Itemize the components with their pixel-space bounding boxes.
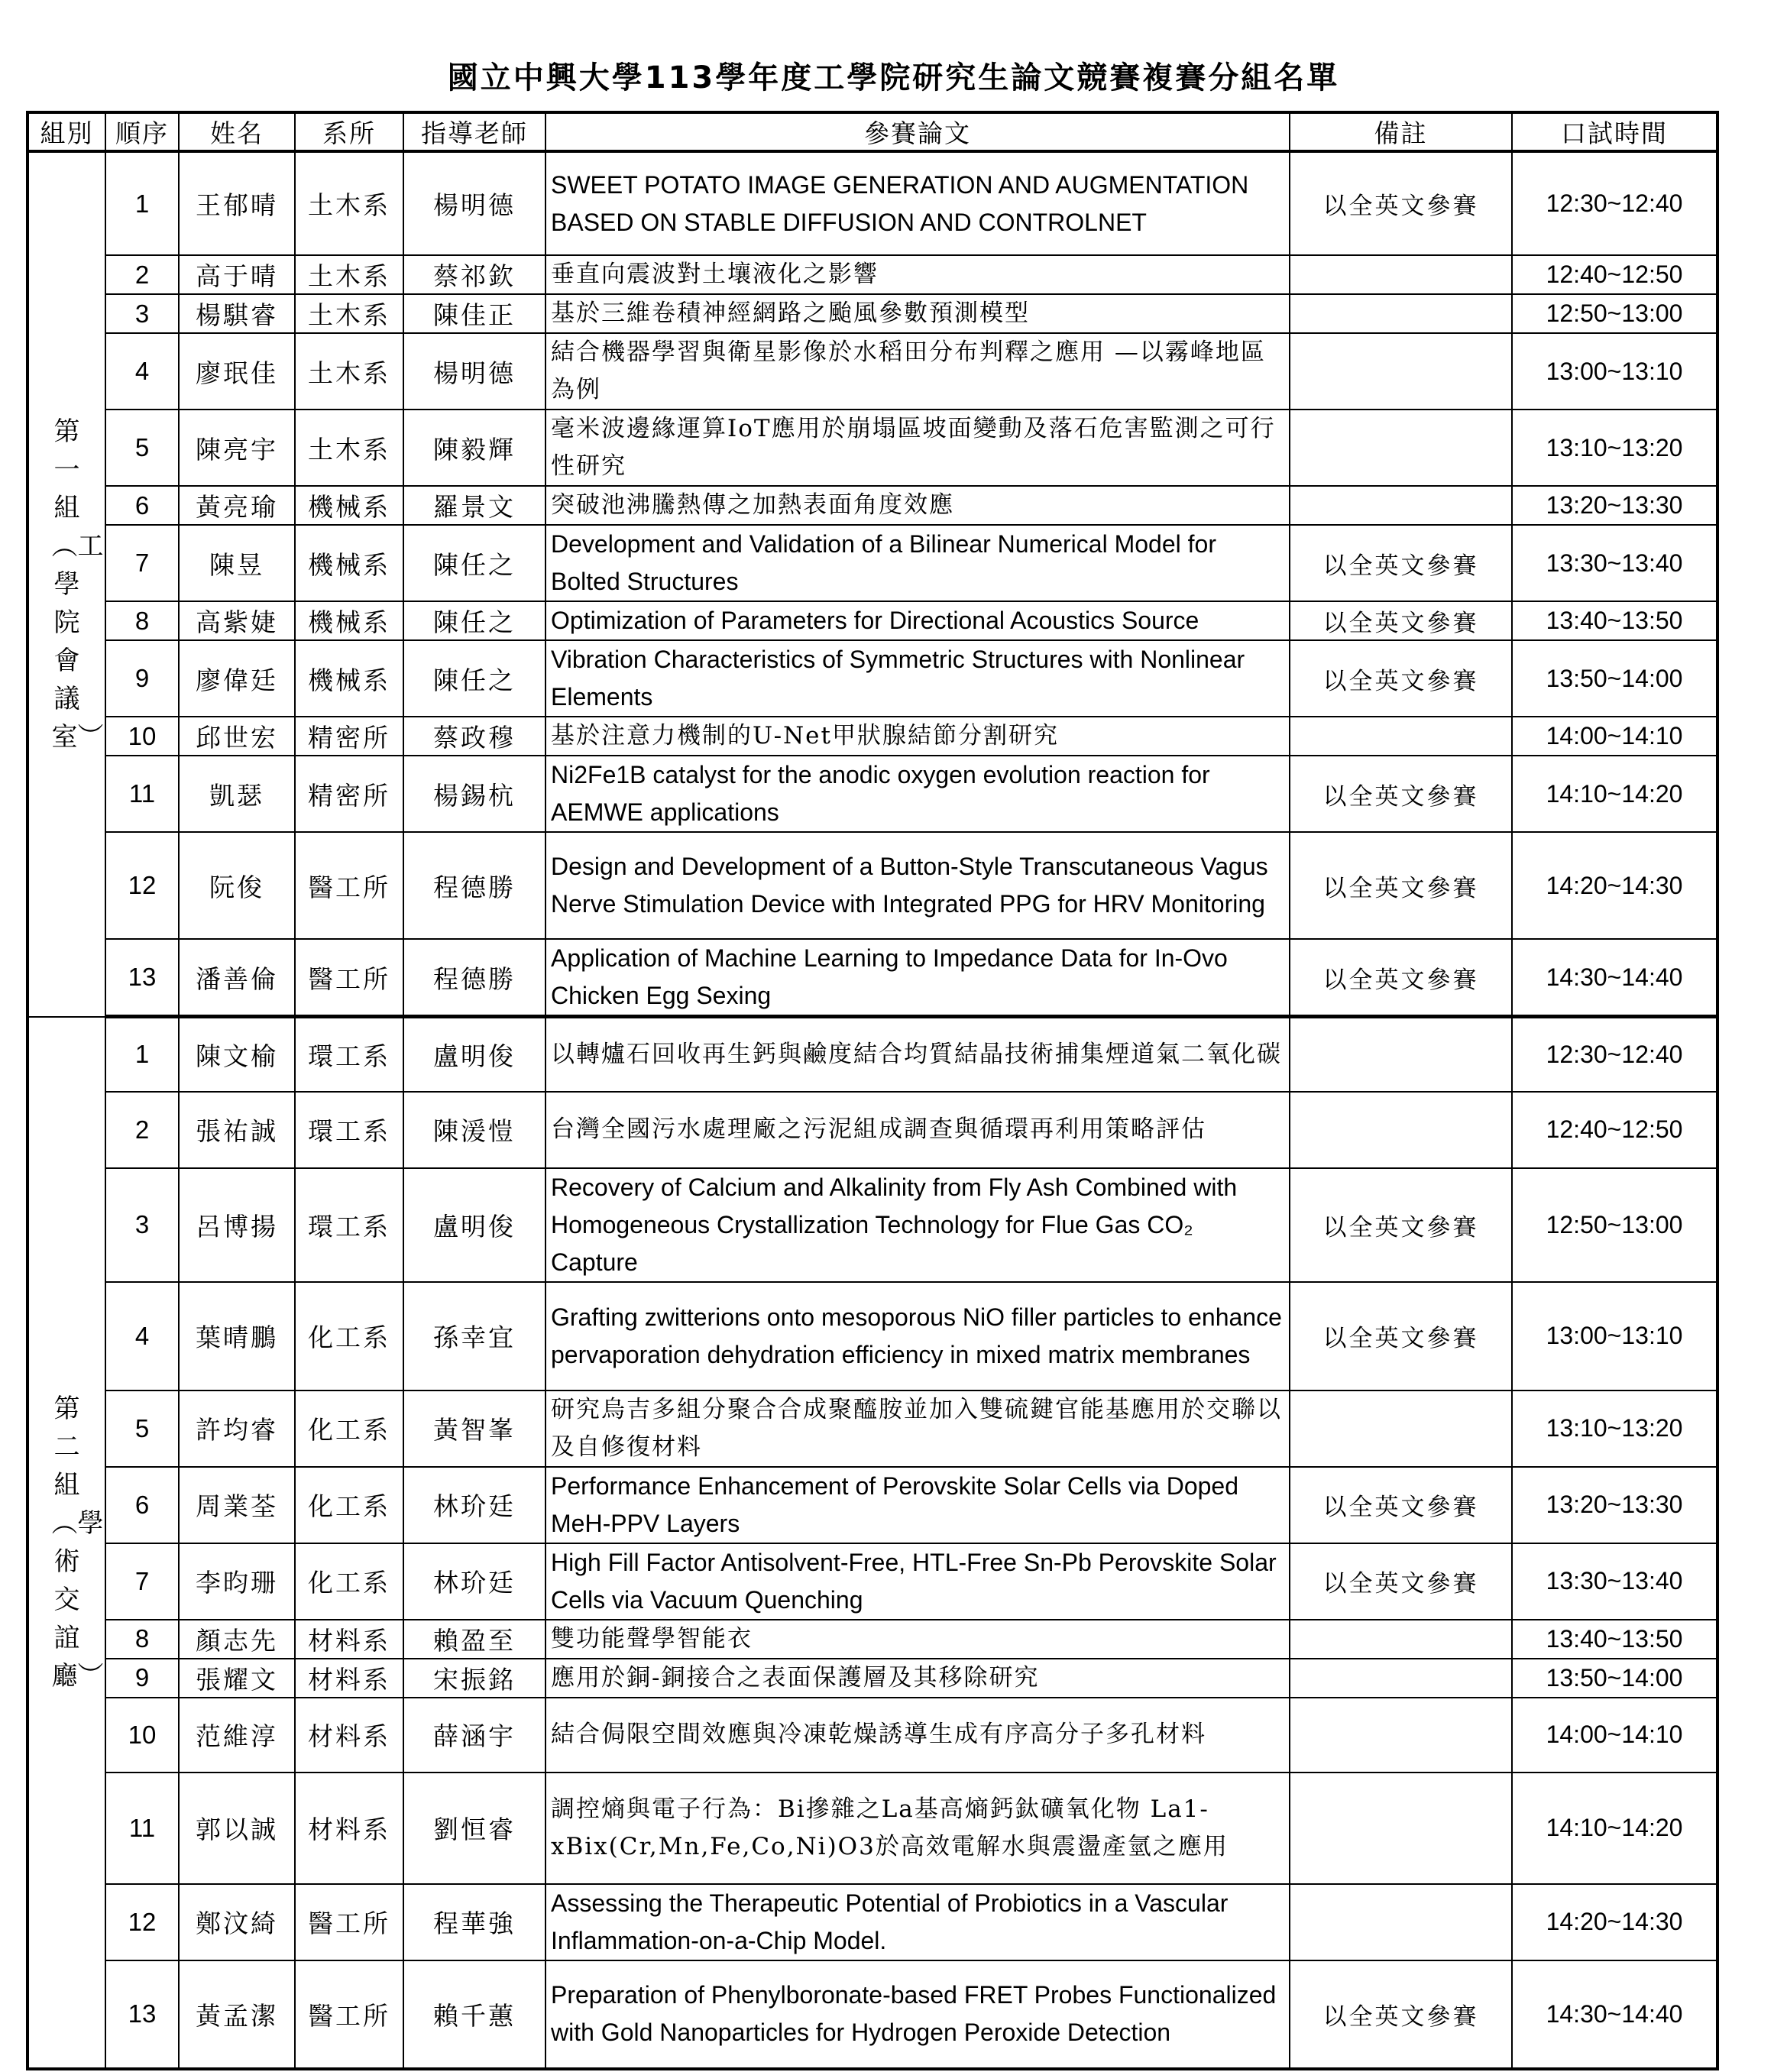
exam-time-cell: 14:20~14:30: [1512, 1884, 1717, 1960]
table-row: [28, 717, 1717, 756]
order-cell: 4: [105, 333, 179, 410]
thesis-title-cell: 結合機器學習與衛星影像於水稻田分布判釋之應用 —以霧峰地區為例: [545, 333, 1290, 410]
header-note: 備註: [1290, 112, 1512, 151]
note-cell: 以全英文參賽: [1290, 525, 1512, 601]
exam-time-cell: 13:20~13:30: [1512, 486, 1717, 525]
department-cell: 化工系: [295, 1467, 403, 1543]
advisor-cell: 陳毅輝: [403, 410, 545, 486]
table-row: [28, 525, 1717, 601]
department-cell: 機械系: [295, 640, 403, 717]
order-cell: 12: [105, 832, 179, 939]
student-name-cell: 范維淳: [179, 1698, 295, 1773]
student-name-cell: 黃孟潔: [179, 1960, 295, 2069]
order-cell: 6: [105, 486, 179, 525]
order-cell: 2: [105, 1092, 179, 1168]
order-cell: 7: [105, 1543, 179, 1620]
department-cell: 環工系: [295, 1092, 403, 1168]
department-cell: 材料系: [295, 1773, 403, 1884]
header-row: [28, 112, 1717, 151]
group-2-body: [28, 1017, 1717, 2069]
exam-time-cell: 12:40~12:50: [1512, 1092, 1717, 1168]
note-cell: [1290, 255, 1512, 294]
exam-time-cell: 13:00~13:10: [1512, 1282, 1717, 1391]
note-cell: 以全英文參賽: [1290, 756, 1512, 832]
student-name-cell: 黃亮瑜: [179, 486, 295, 525]
table-row: [28, 756, 1717, 832]
department-cell: 土木系: [295, 294, 403, 333]
thesis-title-cell: 研究烏吉多組分聚合合成聚醯胺並加入雙硫鍵官能基應用於交聯以及自修復材料: [545, 1391, 1290, 1467]
exam-time-cell: 13:10~13:20: [1512, 410, 1717, 486]
note-cell: [1290, 1698, 1512, 1773]
order-cell: 2: [105, 255, 179, 294]
department-cell: 化工系: [295, 1391, 403, 1467]
thesis-title-cell: 調控熵與電子行為：Bi摻雜之La基高熵鈣鈦礦氧化物 La1-xBix(Cr,Mn,Fe,Co,Ni)O3於高效電解水與震盪產氫之應用: [545, 1773, 1290, 1884]
header-dept: 系所: [295, 112, 403, 151]
order-cell: 13: [105, 1960, 179, 2069]
advisor-cell: 賴盈至: [403, 1620, 545, 1659]
student-name-cell: 凱瑟: [179, 756, 295, 832]
order-cell: 6: [105, 1467, 179, 1543]
table-row: [28, 1698, 1717, 1773]
order-cell: 1: [105, 1017, 179, 1092]
group-label-cell: [28, 151, 105, 1017]
department-cell: 材料系: [295, 1659, 403, 1698]
note-cell: 以全英文參賽: [1290, 939, 1512, 1017]
order-cell: 13: [105, 939, 179, 1017]
note-cell: [1290, 333, 1512, 410]
exam-time-cell: 12:30~12:40: [1512, 151, 1717, 255]
advisor-cell: 陳湲愷: [403, 1092, 545, 1168]
note-cell: [1290, 294, 1512, 333]
exam-time-cell: 13:00~13:10: [1512, 333, 1717, 410]
exam-time-cell: 13:50~14:00: [1512, 1659, 1717, 1698]
thesis-title-cell: Development and Validation of a Bilinear Numerical Model for Bolted Structures: [545, 525, 1290, 601]
table-row: [28, 939, 1717, 1017]
exam-time-cell: 12:50~13:00: [1512, 294, 1717, 333]
advisor-cell: 林玠廷: [403, 1467, 545, 1543]
exam-time-cell: 12:30~12:40: [1512, 1017, 1717, 1092]
table-row: [28, 640, 1717, 717]
student-name-cell: 周業荃: [179, 1467, 295, 1543]
group-label-cell: [28, 1017, 105, 2069]
student-name-cell: 楊騏睿: [179, 294, 295, 333]
advisor-cell: 陳任之: [403, 525, 545, 601]
table-row: [28, 486, 1717, 525]
note-cell: [1290, 1391, 1512, 1467]
department-cell: 醫工所: [295, 832, 403, 939]
student-name-cell: 高于晴: [179, 255, 295, 294]
department-cell: 化工系: [295, 1282, 403, 1391]
exam-time-cell: 13:30~13:40: [1512, 1543, 1717, 1620]
student-name-cell: 陳亮宇: [179, 410, 295, 486]
student-name-cell: 葉晴鵬: [179, 1282, 295, 1391]
thesis-title-cell: 基於三維卷積神經網路之颱風參數預測模型: [545, 294, 1290, 333]
note-cell: 以全英文參賽: [1290, 1543, 1512, 1620]
order-cell: 3: [105, 294, 179, 333]
student-name-cell: 高紫婕: [179, 601, 295, 640]
table-row: [28, 1659, 1717, 1698]
department-cell: 醫工所: [295, 939, 403, 1017]
department-cell: 材料系: [295, 1698, 403, 1773]
note-cell: 以全英文參賽: [1290, 1168, 1512, 1282]
note-cell: [1290, 1620, 1512, 1659]
thesis-title-cell: 垂直向震波對土壤液化之影響: [545, 255, 1290, 294]
advisor-cell: 薛涵宇: [403, 1698, 545, 1773]
group-1-body: [28, 151, 1717, 1017]
table-row: [28, 1467, 1717, 1543]
student-name-cell: 鄭汶綺: [179, 1884, 295, 1960]
order-cell: 7: [105, 525, 179, 601]
note-cell: [1290, 1659, 1512, 1698]
advisor-cell: 林玠廷: [403, 1543, 545, 1620]
advisor-cell: 孫幸宜: [403, 1282, 545, 1391]
table-row: [28, 1092, 1717, 1168]
advisor-cell: 程華強: [403, 1884, 545, 1960]
table-row: [28, 1391, 1717, 1467]
thesis-title-cell: High Fill Factor Antisolvent-Free, HTL-Free Sn-Pb Perovskite Solar Cells via Vacuum Quenching: [545, 1543, 1290, 1620]
exam-time-cell: 13:20~13:30: [1512, 1467, 1717, 1543]
thesis-title-cell: Vibration Characteristics of Symmetric Structures with Nonlinear Elements: [545, 640, 1290, 717]
department-cell: 土木系: [295, 151, 403, 255]
table-row: [28, 1017, 1717, 1092]
department-cell: 醫工所: [295, 1884, 403, 1960]
note-cell: 以全英文參賽: [1290, 1282, 1512, 1391]
exam-time-cell: 13:40~13:50: [1512, 601, 1717, 640]
student-name-cell: 許均睿: [179, 1391, 295, 1467]
advisor-cell: 楊明德: [403, 151, 545, 255]
order-cell: 3: [105, 1168, 179, 1282]
document-title: 國立中興大學113學年度工學院研究生論文競賽複賽分組名單: [447, 60, 1340, 96]
order-cell: 8: [105, 601, 179, 640]
table-row: [28, 410, 1717, 486]
advisor-cell: 盧明俊: [403, 1168, 545, 1282]
note-cell: [1290, 1092, 1512, 1168]
thesis-title-cell: 台灣全國污水處理廠之污泥組成調查與循環再利用策略評估: [545, 1092, 1290, 1168]
thesis-title-cell: Performance Enhancement of Perovskite Solar Cells via Doped MeH-PPV Layers: [545, 1467, 1290, 1543]
student-name-cell: 郭以誠: [179, 1773, 295, 1884]
order-cell: 9: [105, 1659, 179, 1698]
student-name-cell: 張耀文: [179, 1659, 295, 1698]
order-cell: 10: [105, 717, 179, 756]
department-cell: 土木系: [295, 410, 403, 486]
note-cell: [1290, 1773, 1512, 1884]
student-name-cell: 阮俊: [179, 832, 295, 939]
group-label: 第二組︵學術交誼廳︶: [51, 1393, 104, 1692]
advisor-cell: 盧明俊: [403, 1017, 545, 1092]
exam-time-cell: 13:10~13:20: [1512, 1391, 1717, 1467]
table-row: [28, 294, 1717, 333]
thesis-title-cell: Optimization of Parameters for Directional Acoustics Source: [545, 601, 1290, 640]
advisor-cell: 劉恒睿: [403, 1773, 545, 1884]
exam-time-cell: 12:50~13:00: [1512, 1168, 1717, 1282]
note-cell: 以全英文參賽: [1290, 1467, 1512, 1543]
table-row: [28, 1960, 1717, 2069]
note-cell: 以全英文參賽: [1290, 151, 1512, 255]
advisor-cell: 陳任之: [403, 601, 545, 640]
exam-time-cell: 14:00~14:10: [1512, 1698, 1717, 1773]
thesis-title-cell: Assessing the Therapeutic Potential of Probiotics in a Vascular Inflammation-on-a-Chip Model.: [545, 1884, 1290, 1960]
exam-time-cell: 13:40~13:50: [1512, 1620, 1717, 1659]
advisor-cell: 宋振銘: [403, 1659, 545, 1698]
note-cell: [1290, 1884, 1512, 1960]
exam-time-cell: 13:30~13:40: [1512, 525, 1717, 601]
thesis-title-cell: Ni2Fe1B catalyst for the anodic oxygen evolution reaction for AEMWE applications: [545, 756, 1290, 832]
student-name-cell: 邱世宏: [179, 717, 295, 756]
thesis-title-cell: Recovery of Calcium and Alkalinity from Fly Ash Combined with Homogeneous Crystallization Technology for Flue Gas CO₂ Capture: [545, 1168, 1290, 1282]
order-cell: 11: [105, 756, 179, 832]
exam-time-cell: 14:10~14:20: [1512, 756, 1717, 832]
header-advisor: 指導老師: [403, 112, 545, 151]
note-cell: 以全英文參賽: [1290, 1960, 1512, 2069]
thesis-title-cell: 突破池沸騰熱傳之加熱表面角度效應: [545, 486, 1290, 525]
note-cell: [1290, 486, 1512, 525]
thesis-title-cell: Application of Machine Learning to Impedance Data for In-Ovo Chicken Egg Sexing: [545, 939, 1290, 1017]
department-cell: 機械系: [295, 601, 403, 640]
department-cell: 機械系: [295, 525, 403, 601]
exam-time-cell: 14:30~14:40: [1512, 939, 1717, 1017]
order-cell: 4: [105, 1282, 179, 1391]
department-cell: 精密所: [295, 717, 403, 756]
advisor-cell: 程德勝: [403, 939, 545, 1017]
department-cell: 精密所: [295, 756, 403, 832]
header-time: 口試時間: [1512, 112, 1717, 151]
header-order: 順序: [105, 112, 179, 151]
department-cell: 機械系: [295, 486, 403, 525]
department-cell: 化工系: [295, 1543, 403, 1620]
thesis-title-cell: Grafting zwitterions onto mesoporous NiO filler particles to enhance pervaporation dehydration efficiency in mixed matrix membranes: [545, 1282, 1290, 1391]
header-group: 組別: [28, 112, 105, 151]
advisor-cell: 羅景文: [403, 486, 545, 525]
table-row: [28, 1168, 1717, 1282]
advisor-cell: 蔡政穆: [403, 717, 545, 756]
student-name-cell: 潘善倫: [179, 939, 295, 1017]
table-row: [28, 333, 1717, 410]
advisor-cell: 陳佳正: [403, 294, 545, 333]
advisor-cell: 楊錫杭: [403, 756, 545, 832]
group-label: 第一組︵工學院會議室︶: [51, 416, 104, 753]
order-cell: 1: [105, 151, 179, 255]
department-cell: 土木系: [295, 333, 403, 410]
advisor-cell: 楊明德: [403, 333, 545, 410]
exam-time-cell: 14:30~14:40: [1512, 1960, 1717, 2069]
exam-time-cell: 14:10~14:20: [1512, 1773, 1717, 1884]
note-cell: 以全英文參賽: [1290, 832, 1512, 939]
table-row: [28, 1620, 1717, 1659]
note-cell: [1290, 410, 1512, 486]
student-name-cell: 廖珉佳: [179, 333, 295, 410]
note-cell: 以全英文參賽: [1290, 601, 1512, 640]
exam-time-cell: 13:50~14:00: [1512, 640, 1717, 717]
thesis-title-cell: 毫米波邊緣運算IoT應用於崩塌區坡面變動及落石危害監測之可行性研究: [545, 410, 1290, 486]
student-name-cell: 呂博揚: [179, 1168, 295, 1282]
thesis-title-cell: 結合侷限空間效應與冷凍乾燥誘導生成有序高分子多孔材料: [545, 1698, 1290, 1773]
table-row: [28, 1884, 1717, 1960]
advisor-cell: 陳任之: [403, 640, 545, 717]
header-thesis: 參賽論文: [545, 112, 1290, 151]
exam-time-cell: 14:20~14:30: [1512, 832, 1717, 939]
student-name-cell: 張祐誠: [179, 1092, 295, 1168]
department-cell: 醫工所: [295, 1960, 403, 2069]
student-name-cell: 陳文榆: [179, 1017, 295, 1092]
note-cell: [1290, 1017, 1512, 1092]
order-cell: 12: [105, 1884, 179, 1960]
exam-time-cell: 12:40~12:50: [1512, 255, 1717, 294]
exam-time-cell: 14:00~14:10: [1512, 717, 1717, 756]
student-name-cell: 李昀珊: [179, 1543, 295, 1620]
thesis-title-cell: 以轉爐石回收再生鈣與鹼度結合均質結晶技術捕集煙道氣二氧化碳: [545, 1017, 1290, 1092]
student-name-cell: 廖偉廷: [179, 640, 295, 717]
advisor-cell: 賴千蕙: [403, 1960, 545, 2069]
order-cell: 5: [105, 1391, 179, 1467]
order-cell: 5: [105, 410, 179, 486]
note-cell: [1290, 717, 1512, 756]
advisor-cell: 程德勝: [403, 832, 545, 939]
table-row: [28, 255, 1717, 294]
student-name-cell: 陳昱: [179, 525, 295, 601]
thesis-title-cell: 基於注意力機制的U-Net甲狀腺結節分割研究: [545, 717, 1290, 756]
department-cell: 土木系: [295, 255, 403, 294]
advisor-cell: 蔡祁欽: [403, 255, 545, 294]
order-cell: 8: [105, 1620, 179, 1659]
thesis-title-cell: Preparation of Phenylboronate-based FRET Probes Functionalized with Gold Nanoparticles for Hydrogen Peroxide Detection: [545, 1960, 1290, 2069]
table-row: [28, 1543, 1717, 1620]
department-cell: 材料系: [295, 1620, 403, 1659]
table-row: [28, 1773, 1717, 1884]
table-row: [28, 1282, 1717, 1391]
header-name: 姓名: [179, 112, 295, 151]
department-cell: 環工系: [295, 1168, 403, 1282]
thesis-title-cell: 雙功能聲學智能衣: [545, 1620, 1290, 1659]
note-cell: 以全英文參賽: [1290, 640, 1512, 717]
thesis-title-cell: SWEET POTATO IMAGE GENERATION AND AUGMENTATION BASED ON STABLE DIFFUSION AND CONTROLNET: [545, 151, 1290, 255]
table-row: [28, 151, 1717, 255]
schedule-table: [26, 111, 1719, 2070]
department-cell: 環工系: [295, 1017, 403, 1092]
table-row: [28, 832, 1717, 939]
order-cell: 9: [105, 640, 179, 717]
order-cell: 10: [105, 1698, 179, 1773]
thesis-title-cell: Design and Development of a Button-Style Transcutaneous Vagus Nerve Stimulation Device with Integrated PPG for HRV Monitoring: [545, 832, 1290, 939]
advisor-cell: 黃智峯: [403, 1391, 545, 1467]
student-name-cell: 顏志先: [179, 1620, 295, 1659]
order-cell: 11: [105, 1773, 179, 1884]
student-name-cell: 王郁晴: [179, 151, 295, 255]
thesis-title-cell: 應用於銅-銅接合之表面保護層及其移除研究: [545, 1659, 1290, 1698]
table-row: [28, 601, 1717, 640]
